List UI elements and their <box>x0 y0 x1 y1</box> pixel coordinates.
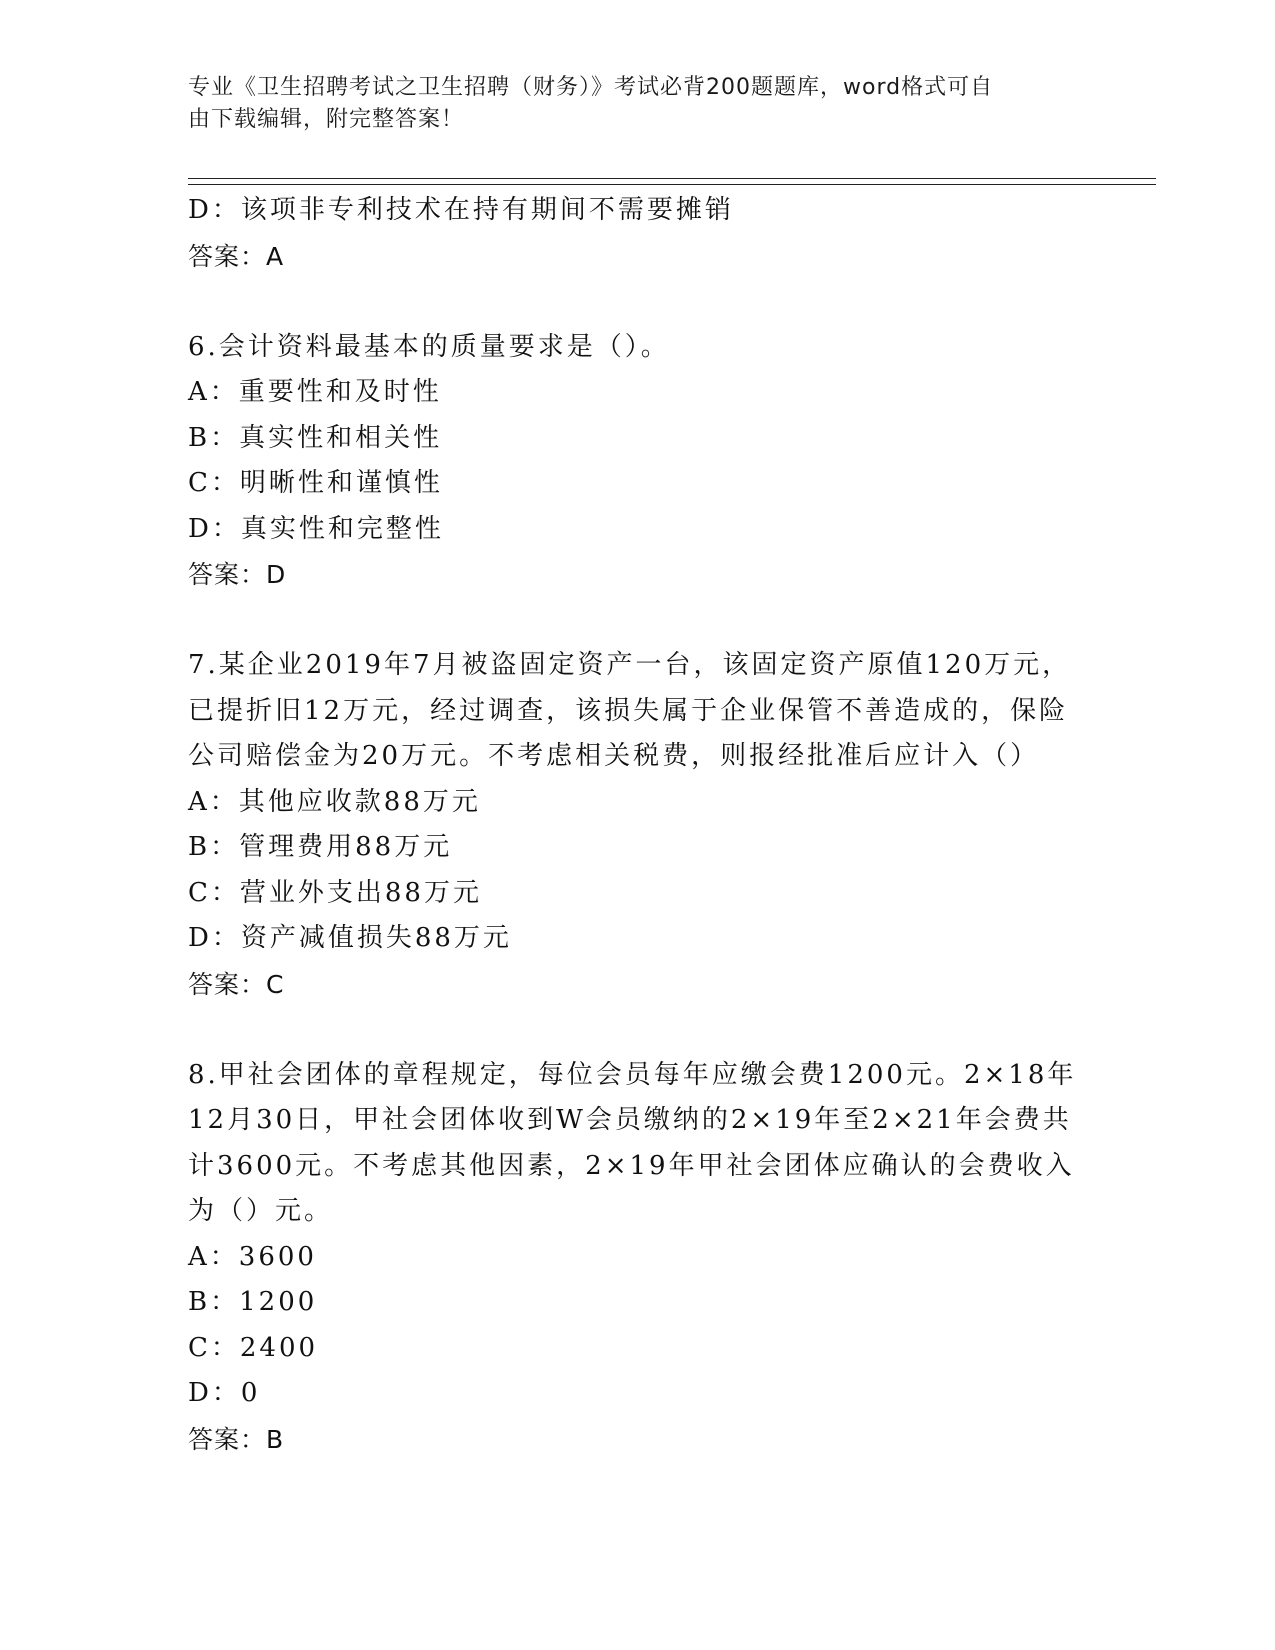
q8-stem-line-4: 为（）元。 <box>188 1196 334 1226</box>
q7-answer: 答案：C <box>188 969 285 999</box>
prev-option-d: D：该项非专利技术在持有期间不需要摊销 <box>188 195 734 225</box>
question-content <box>188 188 1088 1462</box>
q7-stem-line-2: 已提折旧12万元，经过调查，该损失属于企业保管不善造成的，保险 <box>188 695 1069 726</box>
q8-option-a: A：3600 <box>188 1241 317 1272</box>
header-divider-top <box>188 178 1156 179</box>
spacer <box>188 279 1088 325</box>
q6-option-c: C：明晰性和谨慎性 <box>188 468 443 498</box>
q7-option-c: C：营业外支出88万元 <box>188 877 482 908</box>
q7-option-d: D：资产减值损失88万元 <box>188 923 512 953</box>
q6-answer: 答案：D <box>188 560 287 589</box>
q7-option-b: B：管理费用88万元 <box>188 832 453 862</box>
spacer <box>188 598 1088 644</box>
q7-stem-line-1: 7.某企业2019年7月被盗固定资产一台，该固定资产原值120万元， <box>188 650 1072 680</box>
header-line-2: 由下载编辑，附完整答案！ <box>188 107 465 132</box>
q8-option-b: B：1200 <box>188 1287 318 1317</box>
q6-option-a: A：重要性和及时性 <box>188 377 442 407</box>
q8-option-d: D：0 <box>188 1378 261 1408</box>
spacer <box>188 1007 1088 1053</box>
header-divider-bottom <box>188 184 1156 185</box>
q6-option-b: B：真实性和相关性 <box>188 422 443 453</box>
q8-option-c: C：2400 <box>188 1332 319 1363</box>
q6-stem: 6.会计资料最基本的质量要求是（）。 <box>188 331 670 362</box>
header-line-1: 专业《卫生招聘考试之卫生招聘（财务）》考试必背200题题库，word格式可自 <box>188 75 994 100</box>
q8-answer: 答案：B <box>188 1424 285 1454</box>
q8-stem-line-3: 计3600元。不考虑其他因素，2×19年甲社会团体应确认的会费收入 <box>188 1150 1075 1181</box>
q7-option-a: A：其他应收款88万元 <box>188 786 481 817</box>
q8-stem-line-2: 12月30日，甲社会团体收到W会员缴纳的2×19年至2×21年会费共 <box>188 1105 1072 1135</box>
document-header <box>188 72 1068 136</box>
q8-stem-line-1: 8.甲社会团体的章程规定，每位会员每年应缴会费1200元。2×18年 <box>188 1059 1077 1090</box>
q7-stem-line-3: 公司赔偿金为20万元。不考虑相关税费，则报经批准后应计入（） <box>188 741 1040 771</box>
q6-option-d: D：真实性和完整性 <box>188 513 444 544</box>
prev-answer: 答案：A <box>188 241 285 271</box>
